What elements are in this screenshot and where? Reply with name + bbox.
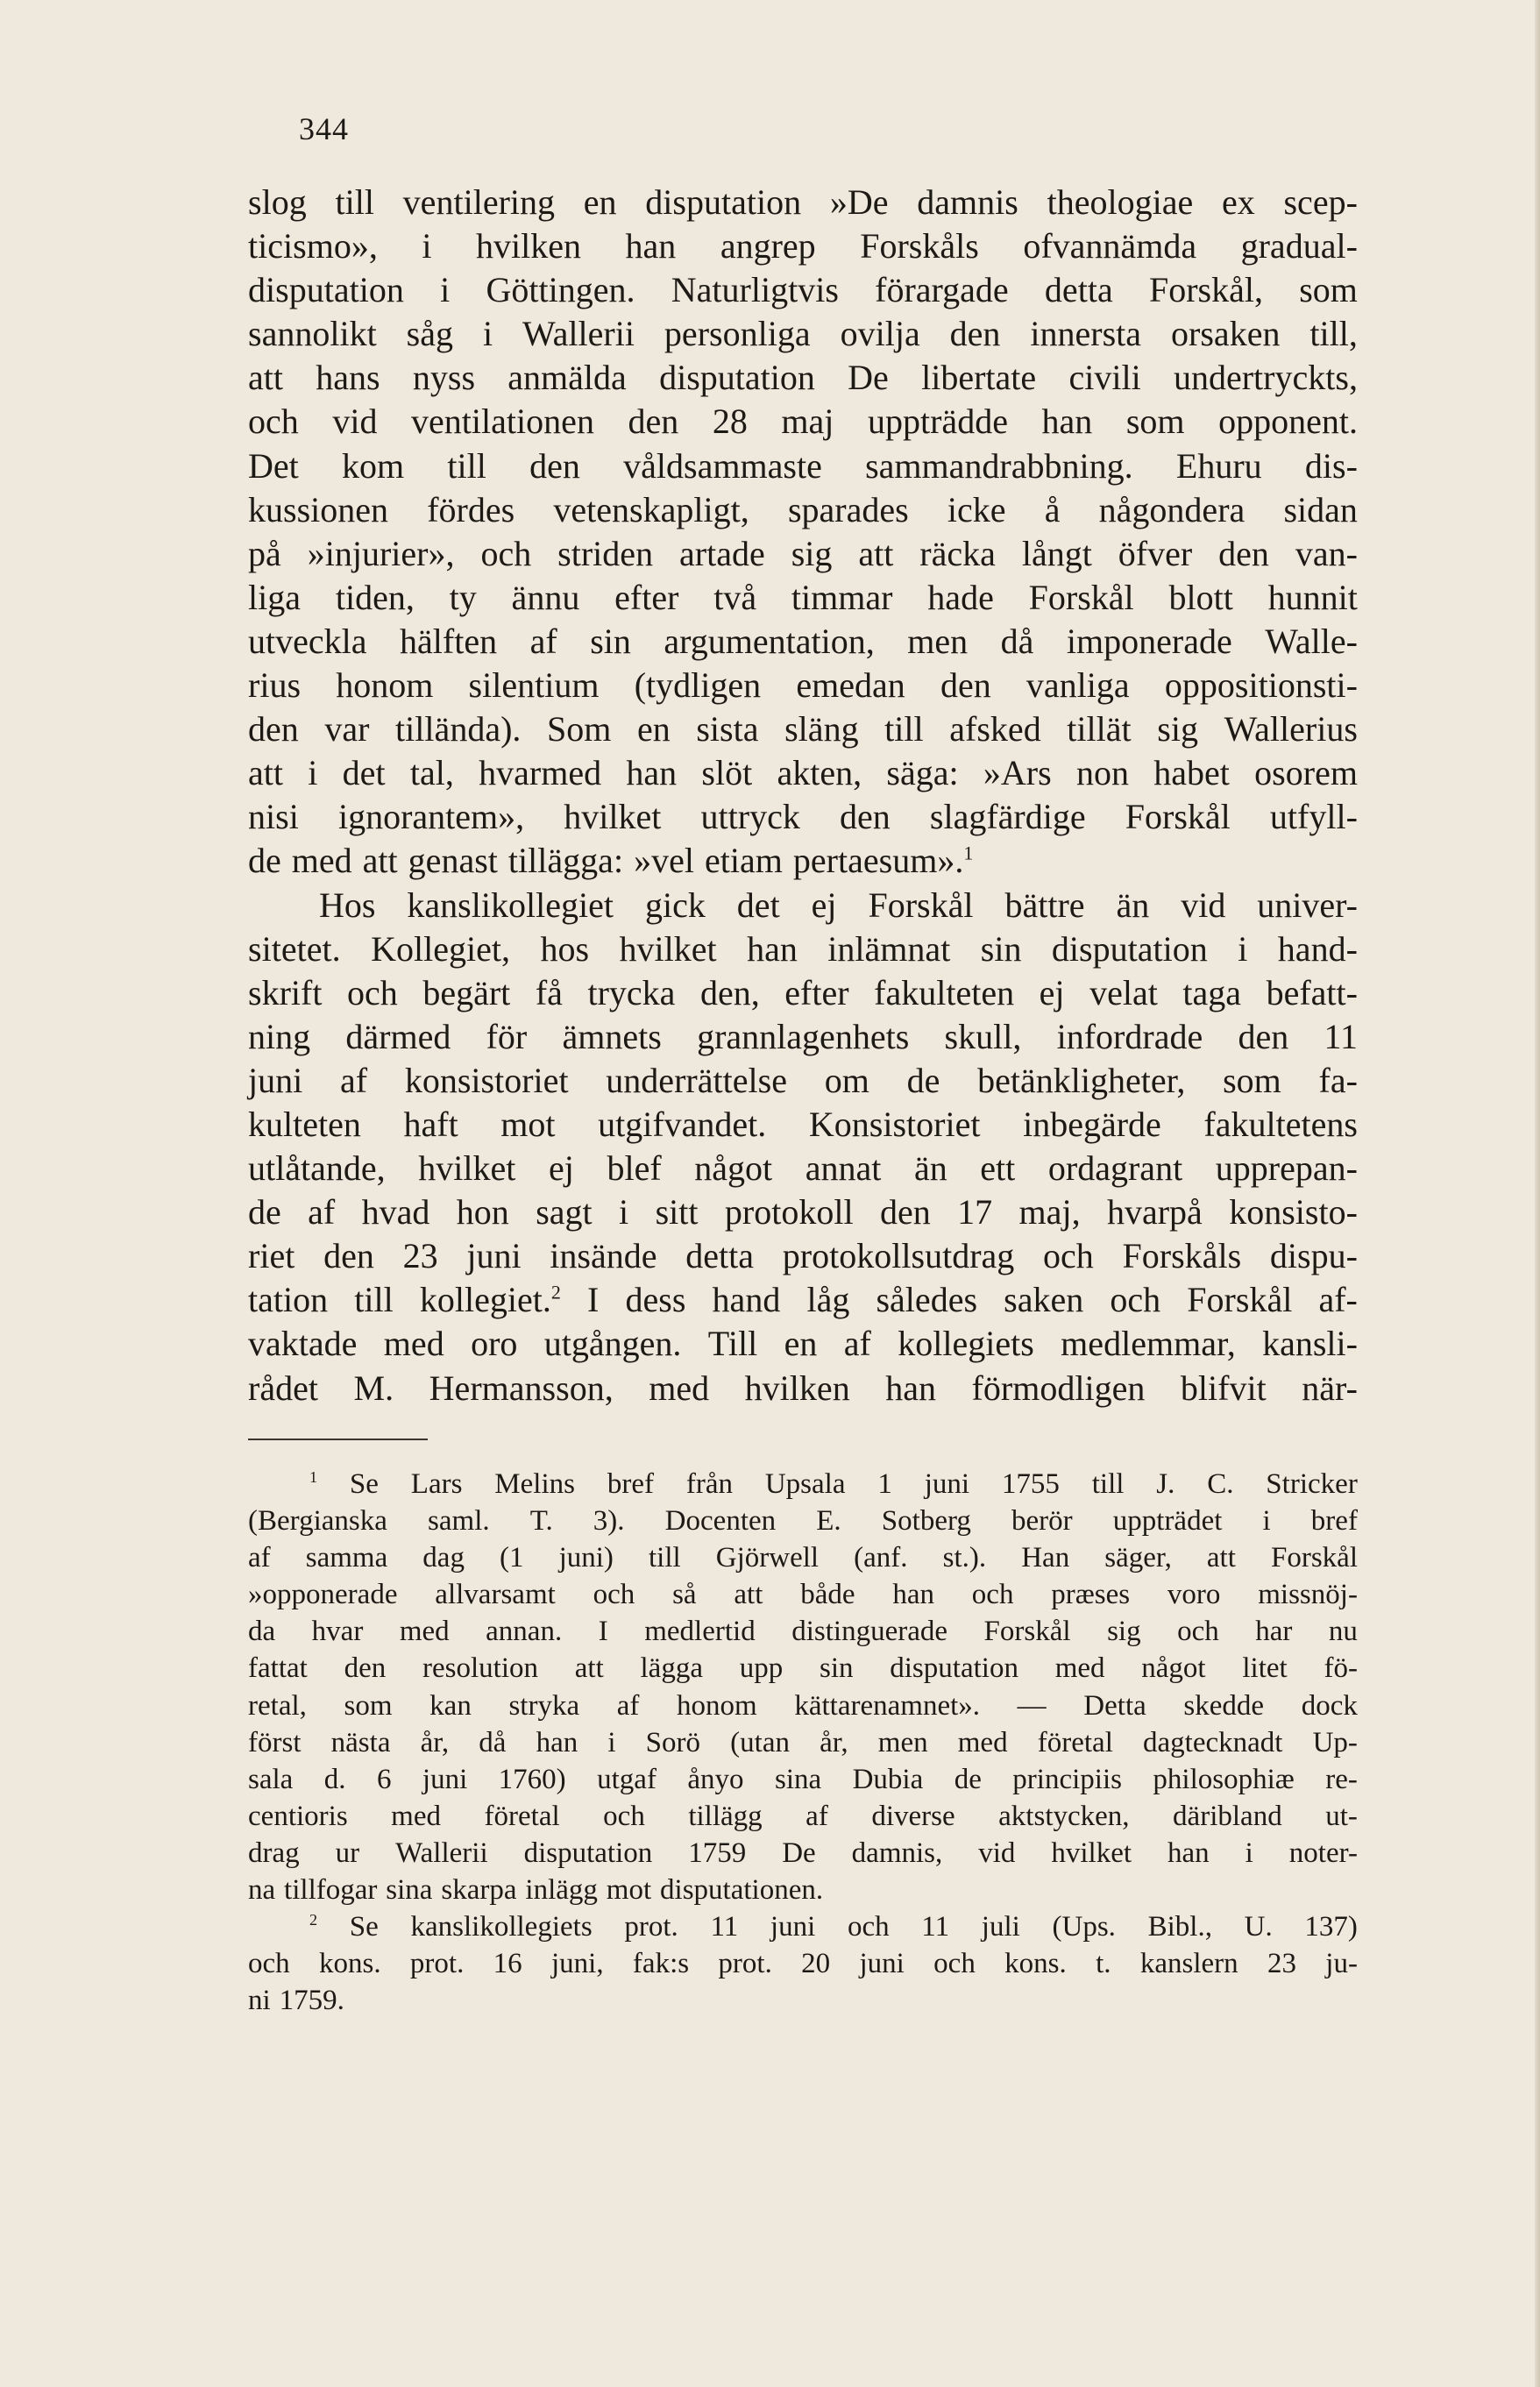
body-text-line: slog till ventilering en disputation »De damnis theologiae ex scep- bbox=[248, 182, 1358, 222]
body-text bbox=[248, 181, 1358, 1410]
body-text-line: juni af konsistoriet underrättelse om de betänkligheter, som fa- bbox=[248, 1060, 1358, 1100]
footnote-line: na tillfogar sina skarpa inlägg mot disputationen. bbox=[248, 1874, 824, 1907]
footnote-line: retal, som kan stryka af honom kättarenamnet». — Detta skedde dock bbox=[248, 1689, 1358, 1722]
body-text-line: nisi ignorantem», hvilket uttryck den slagfärdige Forskål utfyll- bbox=[248, 797, 1358, 837]
body-text-line: ticismo», i hvilken han angrep Forskåls ofvannämda gradual- bbox=[248, 226, 1358, 266]
footnotes bbox=[248, 1466, 1358, 2019]
body-text-line: sannolikt såg i Wallerii personliga ovilja den innersta orsaken till, bbox=[248, 314, 1358, 354]
footnote-line: och kons. prot. 16 juni, fak:s prot. 20 juni och kons. t. kanslern 23 ju- bbox=[248, 1948, 1358, 1980]
body-text-line: rådet M. Hermansson, med hvilken han förmodligen blifvit när- bbox=[248, 1368, 1358, 1408]
footnote-line: först nästa år, då han i Sorö (utan år, men med företal dagtecknadt Up- bbox=[248, 1726, 1358, 1758]
body-text-line: ning därmed för ämnets grannlagenhets skull, infordrade den 11 bbox=[248, 1016, 1358, 1056]
body-text-line: kussionen fördes vetenskapligt, sparades icke å någondera sidan bbox=[248, 489, 1358, 529]
footnote-line: drag ur Wallerii disputation 1759 De damnis, vid hvilket han i noter- bbox=[248, 1836, 1358, 1869]
body-text-line: att i det tal, hvarmed han slöt akten, säga: »Ars non habet osorem bbox=[248, 753, 1358, 793]
body-text-line: på »injurier», och striden artade sig att räcka långt öfver den van- bbox=[248, 533, 1358, 573]
body-text-line: och vid ventilationen den 28 maj uppträdde han som opponent. bbox=[248, 401, 1358, 442]
body-text-line: skrift och begärt få trycka den, efter fakulteten ej velat taga befatt- bbox=[248, 972, 1358, 1012]
footnote-line: ni 1759. bbox=[248, 1985, 344, 2017]
body-text-line: de med att genast tillägga: »vel etiam pertaesum».$^1$ bbox=[248, 841, 974, 881]
body-text-line: kulteten haft mot utgifvandet. Konsistoriet inbegärde fakultetens bbox=[248, 1104, 1358, 1144]
footnote-line: »opponerade allvarsamt och så att både han och præses voro missnöj- bbox=[248, 1579, 1358, 1611]
footnote-line: $^1$ Se Lars Melins bref från Upsala 1 juni 1755 till J. C. Stricker bbox=[309, 1468, 1358, 1500]
body-text-line: att hans nyss anmälda disputation De libertate civili undertryckts, bbox=[248, 358, 1358, 398]
body-text-line: tation till kollegiet.$^2$ I dess hand låg således saken och Forskål af- bbox=[248, 1280, 1358, 1320]
page-edge bbox=[1535, 0, 1540, 2387]
body-text-line: liga tiden, ty ännu efter två timmar hade Forskål blott hunnit bbox=[248, 577, 1358, 617]
footnote-line: af samma dag (1 juni) till Gjörwell (anf. st.). Han säger, att Forskål bbox=[248, 1542, 1358, 1574]
footnote-separator bbox=[248, 1439, 428, 1440]
body-text-line: riet den 23 juni insände detta protokollsutdrag och Forskåls dispu- bbox=[248, 1236, 1358, 1276]
page-number: 344 bbox=[299, 111, 349, 146]
body-text-line: Hos kanslikollegiet gick det ej Forskål bättre än vid univer- bbox=[319, 884, 1358, 925]
footnote-line: (Bergianska saml. T. 3). Docenten E. Sotberg berör uppträdet i bref bbox=[248, 1505, 1358, 1538]
body-text-line: Det kom till den våldsammaste sammandrabbning. Ehuru dis- bbox=[248, 445, 1358, 486]
body-text-line: rius honom silentium (tydligen emedan den vanliga oppositionsti- bbox=[248, 665, 1358, 706]
body-text-line: vaktade med oro utgången. Till en af kollegiets medlemmar, kansli- bbox=[248, 1324, 1358, 1364]
body-text-line: sitetet. Kollegiet, hos hvilket han inlämnat sin disputation i hand- bbox=[248, 928, 1358, 969]
body-text-line: disputation i Göttingen. Naturligtvis förargade detta Forskål, som bbox=[248, 270, 1358, 310]
body-text-line: utlåtande, hvilket ej blef något annat än ett ordagrant upprepan- bbox=[248, 1148, 1358, 1189]
footnote-line: centioris med företal och tillägg af diverse aktstycken, däribland ut- bbox=[248, 1800, 1358, 1832]
body-text-line: de af hvad hon sagt i sitt protokoll den 17 maj, hvarpå konsisto- bbox=[248, 1192, 1358, 1233]
footnote-line: fattat den resolution att lägga upp sin disputation med något litet fö- bbox=[248, 1652, 1358, 1685]
body-text-line: utveckla hälften af sin argumentation, men då imponerade Walle- bbox=[248, 621, 1358, 661]
body-text-line: den var tillända). Som en sista släng till afsked tillät sig Wallerius bbox=[248, 709, 1358, 749]
footnote-line: da hvar med annan. I medlertid distinguerade Forskål sig och har nu bbox=[248, 1616, 1358, 1648]
footnote-line: $^2$ Se kanslikollegiets prot. 11 juni och 11 juli (Ups. Bibl., U. 137) bbox=[309, 1911, 1358, 1943]
footnote-line: sala d. 6 juni 1760) utgaf ånyo sina Dubia de principiis philosophiæ re- bbox=[248, 1763, 1358, 1795]
